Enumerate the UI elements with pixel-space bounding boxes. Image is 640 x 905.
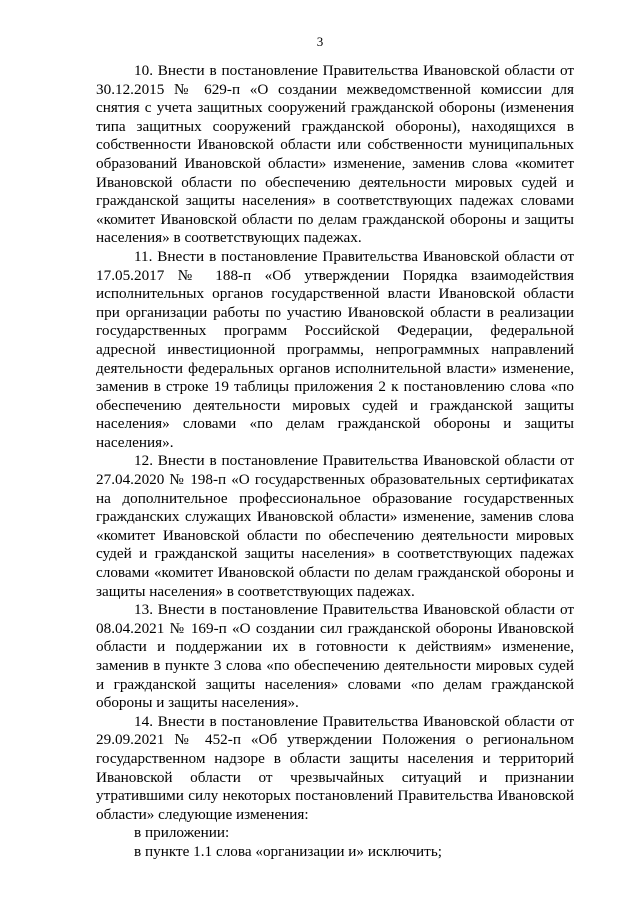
line-clause-1-1: в пункте 1.1 слова «организации и» исключить;: [134, 842, 442, 860]
document-body: [96, 62, 574, 862]
paragraph-10: 10. Внести в постановление Правительства Ивановской области от 30.12.2015 № 629-п «О создании межведомственной комиссии для снятия с учета защитных сооружений гражданской обороны (изменения типа защитных сооружений гражданской обороны), находящихся в собственности Ивановской области или собственности муниципальных образований Ивановской области» изменение, заменив слова «комитет Ивановской области по обеспечению деятельности мировых судей и гражданской защиты населения» в соответствующих падежах словами «комитет Ивановской области по делам гражданской обороны и защиты населения» в соответствующих падежах.: [96, 62, 574, 247]
paragraph-11: 11. Внести в постановление Правительства Ивановской области от 17.05.2017 № 188-п «Об утверждении Порядка взаимодействия исполнительных органов государственной власти Ивановской области при организации работы по участию Ивановской области в реализации государственных программ Российской Федерации, федеральной адресной инвестиционной программы, непрограммных направлений деятельности федеральных органов исполнительной власти» изменение, заменив в строке 19 таблицы приложения 2 к постановлению слова «по обеспечению деятельности мировых судей и гражданской защиты населения» словами «по делам гражданской обороны и защиты населения».: [96, 247, 574, 451]
paragraph-14: 14. Внести в постановление Правительства Ивановской области от 29.09.2021 № 452-п «Об утверждении Положения о региональном государственном надзоре в области защиты населения и территорий Ивановской области от чрезвычайных ситуаций и признании утратившими силу некоторых постановлений Правительства Ивановской области» следующие изменения:: [96, 712, 574, 823]
page-number: 3: [316, 34, 324, 49]
paragraph-13: 13. Внести в постановление Правительства Ивановской области от 08.04.2021 № 169-п «О создании сил гражданской обороны Ивановской области и поддержании их в готовности к действиям» изменение, заменив в пункте 3 слова «по обеспечению деятельности мировых судей и гражданской защиты населения» словами «по делам гражданской обороны и защиты населения».: [96, 601, 574, 712]
line-in-appendix: в приложении:: [134, 824, 230, 842]
paragraph-12: 12. Внести в постановление Правительства Ивановской области от 27.04.2020 № 198-п «О государственных образовательных сертификатах на дополнительное профессиональное образование государственных гражданских служащих Ивановской области» изменение, заменив слова «комитет Ивановской области по обеспечению деятельности мировых судей и гражданской защиты населения» в соответствующих падежах словами «комитет Ивановской области по делам гражданской обороны и защиты населения» в соответствующих падежах.: [96, 452, 574, 600]
